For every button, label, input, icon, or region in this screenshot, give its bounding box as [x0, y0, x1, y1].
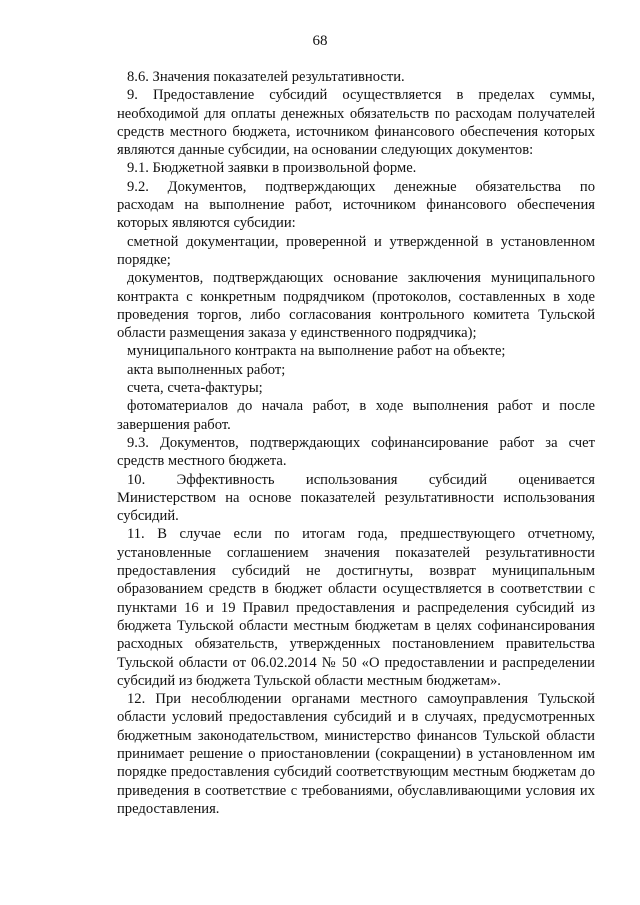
text-line: являются данные субсидии, на основании следующих документов:: [117, 142, 534, 159]
text-line: Министерством на основе показателей результативности использования: [117, 489, 595, 506]
text-line: порядке;: [117, 251, 171, 268]
text-line: установленные соглашением значения показателей результативности: [117, 544, 595, 561]
text-line: 8.6. Значения показателей результативности.: [127, 69, 405, 85]
text-line: проведения торгов, либо согласования контрольного комитета Тульской: [117, 306, 595, 323]
paragraph: [117, 397, 595, 434]
text-line: предоставления субсидий не достигнуты, возврат муниципальным: [117, 563, 595, 580]
text-line: 9.1. Бюджетной заявки в произвольной форме.: [127, 160, 417, 177]
text-line: счета, счета-фактуры;: [127, 380, 263, 397]
paragraph: [117, 690, 595, 818]
text-line: 10. Эффективность использования субсидий оценивается: [127, 471, 595, 488]
text-line: документов, подтверждающих основание заключения муниципального: [127, 270, 595, 287]
paragraph: [117, 361, 595, 379]
text-line: пунктами 16 и 19 Правил предоставления и распределения субсидий из: [117, 599, 595, 616]
paragraph: [117, 342, 595, 360]
text-line: расходам на выполнение работ, источником финансового обеспечения: [117, 197, 595, 214]
text-line: 9.3. Документов, подтверждающих софинансирование работ за счет: [127, 434, 595, 451]
text-line: субсидий из бюджета Тульской области местным бюджетам».: [117, 672, 501, 689]
text-line: Тульской области от 06.02.2014 № 50 «О предоставлении и распределении: [117, 654, 595, 671]
text-line: сметной документации, проверенной и утвержденной в установленном: [127, 233, 595, 250]
text-line: порядке предоставления субсидий соответствующим местным бюджетам до: [117, 764, 595, 781]
text-line: расходных обязательств, утвержденных постановлением правительства: [117, 636, 595, 653]
paragraph: [117, 379, 595, 397]
paragraph: [117, 434, 595, 471]
paragraph: [117, 269, 595, 342]
text-line: принимает решение о приостановлении (сокращении) в установленном им: [117, 745, 595, 762]
paragraph: [117, 159, 595, 177]
text-line: 12. При несоблюдении органами местного самоуправления Тульской: [127, 691, 595, 708]
paragraph: [117, 471, 595, 526]
text-line: 11. В случае если по итогам года, предшествующего отчетному,: [127, 526, 595, 543]
text-line: муниципального контракта на выполнение работ на объекте;: [127, 343, 506, 360]
text-line: 9. Предоставление субсидий осуществляется в пределах суммы,: [127, 87, 595, 104]
paragraph: [117, 525, 595, 690]
text-line: области условий предоставления субсидий и в случаях, предусмотренных: [117, 709, 595, 726]
text-line: бюджета Тульской области местным бюджетам в целях софинансирования: [117, 617, 595, 634]
text-line: средств местного бюджета.: [117, 453, 287, 470]
text-line: бюджетным законодательством, министерство финансов Тульской области: [117, 727, 595, 744]
text-line: которых являются субсидии:: [117, 215, 296, 232]
text-line: субсидий.: [117, 508, 179, 525]
text-line: приведения в соответствие с требованиями, обуславливающими условия их: [117, 782, 595, 799]
text-line: фотоматериалов до начала работ, в ходе выполнения работ и после: [127, 398, 595, 415]
paragraph: [117, 233, 595, 270]
document-body: [117, 68, 595, 818]
text-line: контракта с конкретным подрядчиком (протоколов, составленных в ходе: [117, 288, 595, 305]
text-line: средств местного бюджета, источником финансового обеспечения которых: [117, 123, 595, 140]
text-line: области размещения заказа у единственного подрядчика);: [117, 325, 477, 342]
text-line: завершения работ.: [117, 416, 231, 433]
paragraph: [117, 86, 595, 159]
paragraph: [117, 68, 595, 86]
text-line: 9.2. Документов, подтверждающих денежные обязательства по: [127, 178, 595, 195]
text-line: необходимой для оплаты денежных обязательств по расходам получателей: [117, 105, 595, 122]
text-line: предоставления.: [117, 800, 220, 817]
text-line: акта выполненных работ;: [127, 361, 286, 378]
paragraph: [117, 178, 595, 233]
text-line: образованием средств в бюджет области осуществляется в соответствии с: [117, 581, 595, 598]
page-number: 68: [312, 33, 328, 49]
